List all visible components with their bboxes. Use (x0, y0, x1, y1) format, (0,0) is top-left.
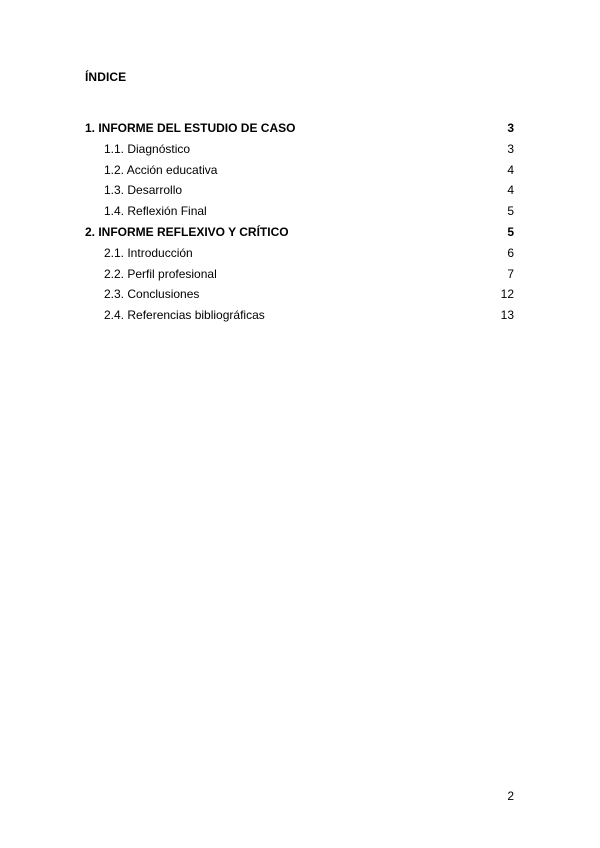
toc-entry-page: 3 (507, 141, 514, 156)
toc-entry[interactable] (85, 160, 514, 181)
toc-entry-label: 1. INFORME DEL ESTUDIO DE CASO (85, 121, 296, 135)
toc-entry-label: 2. INFORME REFLEXIVO Y CRÍTICO (85, 224, 289, 239)
toc-entry[interactable] (85, 264, 514, 285)
toc-entry-page: 5 (507, 224, 514, 239)
toc-entry-page: 6 (507, 245, 514, 260)
toc-entry[interactable] (85, 243, 514, 264)
toc-entry[interactable] (85, 201, 514, 222)
toc-entry[interactable] (85, 305, 514, 326)
toc-entry-label: 2.4. Referencias bibliográficas (104, 308, 265, 323)
table-of-contents (85, 118, 514, 326)
page-title: ÍNDICE (85, 70, 127, 84)
toc-entry-label: 1.4. Reflexión Final (104, 204, 207, 219)
toc-entry[interactable] (85, 180, 514, 201)
toc-entry-label: 2.1. Introducción (104, 245, 193, 260)
toc-entry[interactable] (85, 284, 514, 305)
toc-entry-page: 12 (500, 287, 514, 302)
toc-entry-page: 7 (507, 266, 514, 281)
toc-entry-label: 2.2. Perfil profesional (104, 266, 217, 281)
toc-entry-page: 13 (500, 308, 514, 323)
page-number: 2 (507, 789, 514, 803)
toc-entry[interactable] (85, 118, 514, 139)
toc-entry-page: 3 (507, 121, 514, 135)
toc-entry-label: 1.3. Desarrollo (104, 183, 183, 198)
toc-entry-page: 4 (507, 162, 514, 177)
toc-entry-label: 1.2. Acción educativa (104, 162, 218, 177)
toc-entry-label: 2.3. Conclusiones (104, 287, 200, 302)
toc-entry[interactable] (85, 139, 514, 160)
toc-entry-page: 4 (507, 183, 514, 198)
toc-entry-label: 1.1. Diagnóstico (104, 141, 191, 156)
toc-entry[interactable] (85, 222, 514, 243)
toc-entry-page: 5 (507, 204, 514, 219)
